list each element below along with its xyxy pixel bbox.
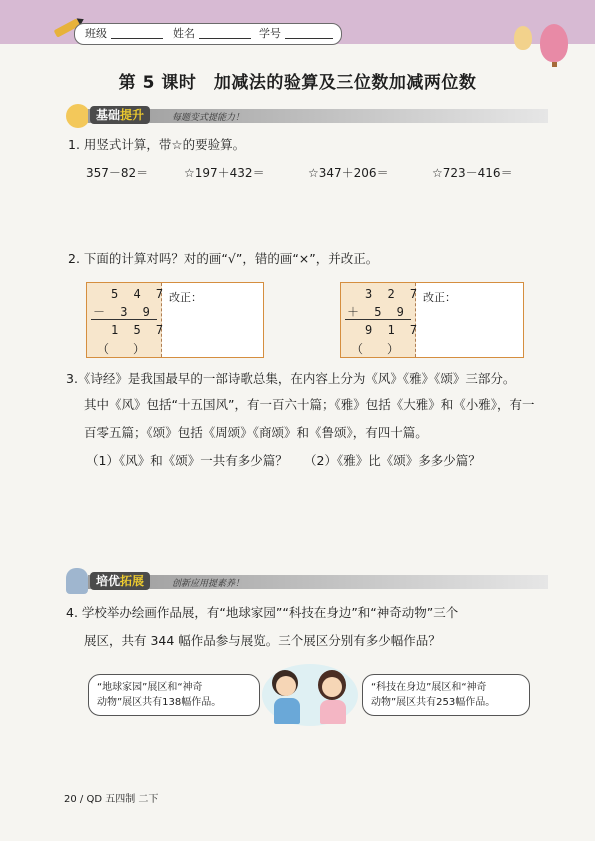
q1-item: 357－82＝ bbox=[86, 166, 149, 180]
student-info-bar bbox=[74, 23, 342, 45]
name-field[interactable] bbox=[199, 38, 251, 39]
fix-label: 改正： bbox=[169, 291, 202, 304]
calc-row: 3 2 7 bbox=[365, 287, 422, 301]
balloon-icon bbox=[514, 26, 532, 50]
calc-row: － 3 9 bbox=[93, 305, 154, 319]
rocket-icon bbox=[66, 568, 88, 594]
page-footer: 20 / QD 五四制 二下 bbox=[64, 794, 159, 805]
balloon-basket bbox=[552, 62, 557, 67]
section-subtitle: 创新应用提素养！ bbox=[172, 579, 245, 589]
calc-row: 1 5 7 bbox=[111, 323, 168, 337]
girl-shirt bbox=[320, 700, 346, 724]
section-band bbox=[88, 575, 548, 589]
question-3-line: 其中《风》包括“十五国风”，有一百六十篇；《雅》包括《大雅》和《小雅》，有一 bbox=[84, 397, 535, 412]
bubble-text: 动物”展区共有253幅作品。 bbox=[371, 697, 496, 708]
question-3-sub2: （2）《雅》比《颂》多多少篇？ bbox=[304, 453, 481, 468]
question-2-text: 2. 下面的计算对吗？对的画“√”，错的画“×”，并改正。 bbox=[68, 251, 379, 266]
check-box-right bbox=[340, 282, 524, 358]
fix-label: 改正： bbox=[423, 291, 456, 304]
question-4-line: 展区，共有 344 幅作品参与展览。三个展区分别有多少幅作品？ bbox=[84, 633, 441, 648]
speech-bubble-right bbox=[362, 674, 530, 716]
question-3-line: 百零五篇；《颂》包括《周颂》《商颂》和《鲁颂》，有四十篇。 bbox=[84, 425, 428, 440]
q1-item: ☆347＋206＝ bbox=[308, 166, 389, 180]
class-label: 班级 bbox=[85, 27, 107, 40]
question-3-line: 3.《诗经》是我国最早的一部诗歌总集，在内容上分为《风》《雅》《颂》三部分。 bbox=[66, 371, 516, 386]
calc-line bbox=[91, 319, 157, 320]
calc-row: 9 1 7 bbox=[365, 323, 422, 337]
question-3-sub1: （1）《风》和《颂》一共有多少篇？ bbox=[86, 453, 288, 468]
check-box-left bbox=[86, 282, 264, 358]
q1-item: ☆197＋432＝ bbox=[184, 166, 265, 180]
calc-row: 5 4 7 bbox=[111, 287, 168, 301]
lightbulb-icon bbox=[66, 104, 90, 128]
q1-item: ☆723－416＝ bbox=[432, 166, 513, 180]
id-field[interactable] bbox=[285, 38, 333, 39]
bubble-text: “科技在身边”展区和“神奇 bbox=[371, 682, 487, 693]
answer-mark-blank[interactable]: （ ） bbox=[97, 342, 146, 356]
section-subtitle: 每题变式提能力！ bbox=[172, 113, 245, 123]
bubble-text: “地球家园”展区和“神奇 bbox=[97, 682, 203, 693]
id-label: 学号 bbox=[259, 27, 281, 40]
girl-face bbox=[322, 677, 342, 697]
section-tag-advanced: 培优拓展 bbox=[90, 572, 150, 590]
section-band bbox=[88, 109, 548, 123]
balloon-icon bbox=[540, 24, 568, 62]
question-4-line: 4. 学校举办绘画作品展，有“地球家园”“科技在身边”和“神奇动物”三个 bbox=[66, 605, 459, 620]
bubble-text: 动物”展区共有138幅作品。 bbox=[97, 697, 222, 708]
section-tag-basic: 基础提升 bbox=[90, 106, 150, 124]
calc-row: ＋ 5 9 bbox=[347, 305, 408, 319]
class-field[interactable] bbox=[111, 38, 163, 39]
calc-line bbox=[345, 319, 411, 320]
speech-bubble-left bbox=[88, 674, 260, 716]
boy-shirt bbox=[274, 698, 300, 724]
boy-face bbox=[276, 676, 296, 696]
name-label: 姓名 bbox=[173, 27, 195, 40]
lesson-title: 第 5 课时 加减法的验算及三位数加减两位数 bbox=[118, 73, 477, 93]
question-1-text: 1. 用竖式计算，带☆的要验算。 bbox=[68, 137, 246, 152]
answer-mark-blank[interactable]: （ ） bbox=[351, 342, 400, 356]
